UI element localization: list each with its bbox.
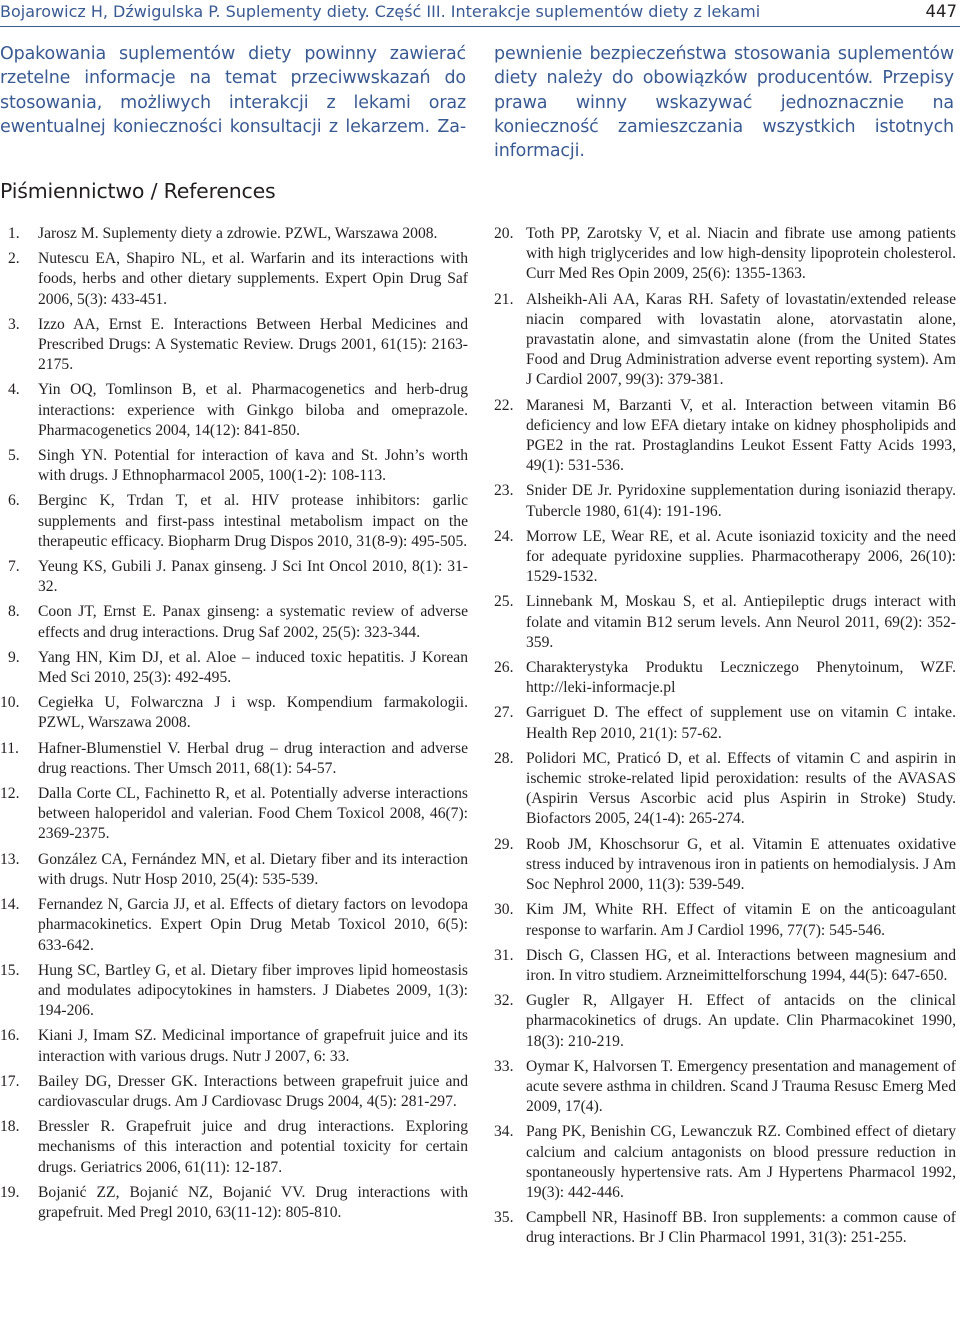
reference-text: Roob JM, Khoschsorur G, et al. Vitamin E attenuates oxidative stress induced by intravenous iron in patients on hemodialysis. J Am Soc Nephrol 2000, 11(3): 539-549. bbox=[526, 835, 956, 894]
reference-number: 30. bbox=[494, 901, 514, 919]
reference-number: 23. bbox=[494, 482, 514, 500]
reference-number: 33. bbox=[494, 1057, 514, 1075]
reference-text: Singh YN. Potential for interaction of kava and St. John’s worth with drugs. J Ethnopharmacol 2005, 100(1-2): 108-113. bbox=[38, 447, 468, 485]
reference-text: Nutescu EA, Shapiro NL, et al. Warfarin and its interactions with foods, herbs and other dietary supplements. Expert Opin Drug Saf 2006, 5(3): 433-451. bbox=[38, 250, 468, 308]
reference-item bbox=[0, 602, 468, 642]
running-head: Bojarowicz H, Dźwigulska P. Suplementy diety. Część III. Interakcje suplementów diety z lekami bbox=[0, 2, 761, 21]
reference-item bbox=[0, 1183, 468, 1223]
reference-item bbox=[494, 224, 956, 285]
reference-item bbox=[0, 315, 468, 376]
reference-number: 26. bbox=[494, 659, 514, 677]
reference-item bbox=[494, 1208, 956, 1248]
reference-item bbox=[494, 1122, 956, 1203]
reference-text: Jarosz M. Suplementy diety a zdrowie. PZWL, Warszawa 2008. bbox=[38, 225, 438, 242]
reference-number: 19. bbox=[0, 1183, 20, 1201]
reference-text: Bailey DG, Dresser GK. Interactions between grapefruit juice and cardiovascular drugs. Am J Cardiovasc Drugs 2004, 4(5): 281-297. bbox=[38, 1072, 468, 1110]
reference-number: 3. bbox=[8, 315, 20, 333]
reference-item bbox=[0, 249, 468, 310]
reference-item bbox=[494, 835, 956, 896]
reference-number: 15. bbox=[0, 961, 20, 979]
reference-item bbox=[494, 946, 956, 986]
reference-item bbox=[0, 850, 468, 890]
reference-text: Oymar K, Halvorsen T. Emergency presentation and management of acute severe asthma in children. Scand J Trauma Resusc Emerg Med 2009, 17(4). bbox=[526, 1057, 956, 1116]
reference-text: Bressler R. Grapefruit juice and drug interactions. Exploring mechanisms of this interaction and potential toxicity for certain drugs. Geriatrics 2006, 61(11): 12-187. bbox=[38, 1118, 468, 1176]
reference-text: Garriguet D. The effect of supplement use on vitamin C intake. Health Rep 2010, 21(1): 57-62. bbox=[526, 704, 956, 742]
reference-text: Polidori MC, Praticó D, et al. Effects of vitamin C and aspirin in ischemic stroke-related lipid peroxidation: results of the AVASAS (Aspirin Versus Ascorbic acid plus Aspirin in Stroke) Study. Biofactors 2005, 24(1-4): 265-274. bbox=[526, 749, 956, 828]
reference-item bbox=[494, 703, 956, 743]
references-heading: Piśmiennictwo / References bbox=[0, 179, 276, 203]
reference-item bbox=[0, 693, 468, 733]
reference-text: Kiani J, Imam SZ. Medicinal importance of grapefruit juice and its interaction with various drugs. Nutr J 2007, 6: 33. bbox=[38, 1027, 468, 1065]
reference-text: Toth PP, Zarotsky V, et al. Niacin and fibrate use among patients with high triglycerides and low high-density lipoprotein cholesterol. Curr Med Res Opin 2009, 25(6): 1355-1363. bbox=[526, 225, 956, 283]
reference-number: 10. bbox=[0, 694, 20, 712]
reference-number: 28. bbox=[494, 749, 514, 767]
reference-text: Maranesi M, Barzanti V, et al. Interaction between vitamin B6 deficiency and low EFA dietary intake on kidney phospholipids and PGE2 in the rat. Prostaglandins Leukot Essent Fatty Acids 1993, 49(1): 531-536. bbox=[526, 396, 956, 475]
reference-text: González CA, Fernández MN, et al. Dietary fiber and its interaction with drugs. Nutr Hosp 2010, 25(4): 535-539. bbox=[38, 850, 468, 888]
body-paragraph-right: pewnienie bezpieczeństwa stosowania suplementów diety należy do obowiązków producentów. Przepisy prawa winny wskazywać jednoznacznie na konieczność zamieszczania wszystkich istotnych informacji. bbox=[494, 44, 954, 162]
reference-number: 11. bbox=[0, 739, 19, 757]
page-number: 447 bbox=[925, 2, 957, 21]
reference-text: Hafner-Blumenstiel V. Herbal drug – drug interaction and adverse drug reactions. Ther Umsch 2011, 68(1): 54-57. bbox=[38, 739, 468, 777]
reference-text: Snider DE Jr. Pyridoxine supplementation during isoniazid therapy. Tubercle 1980, 61(4): 191-196. bbox=[526, 482, 956, 520]
reference-text: Campbell NR, Hasinoff BB. Iron supplements: a common cause of drug interactions. Br J Clin Pharmacol 1991, 31(3): 251-255. bbox=[526, 1209, 956, 1247]
reference-item bbox=[0, 557, 468, 597]
reference-number: 25. bbox=[494, 593, 514, 611]
references-column-left bbox=[0, 224, 468, 1228]
reference-text: Gugler R, Allgayer H. Effect of antacids on the clinical pharmacokinetics of drugs. An update. Clin Pharmacokinet 1990, 18(3): 210-219. bbox=[526, 992, 956, 1050]
reference-item bbox=[494, 396, 956, 477]
reference-number: 4. bbox=[8, 381, 20, 399]
header-rule bbox=[0, 26, 960, 27]
reference-text: Yeung KS, Gubili J. Panax ginseng. J Sci Int Oncol 2010, 8(1): 31-32. bbox=[38, 558, 468, 596]
reference-number: 21. bbox=[494, 290, 514, 308]
reference-item bbox=[0, 961, 468, 1022]
reference-item bbox=[494, 527, 956, 588]
reference-text: Izzo AA, Ernst E. Interactions Between Herbal Medicines and Prescribed Drugs: A Systematic Review. Drugs 2001, 61(15): 2163-2175. bbox=[38, 315, 468, 374]
body-paragraph-left: Opakowania suplementów diety powinny zawierać rzetelne informacje na temat przeciwwskazań do stosowania, możliwych interakcji z lekami oraz ewentualnej konieczności konsultacji z lekarzem. Za- bbox=[0, 44, 466, 137]
reference-item bbox=[0, 648, 468, 688]
reference-number: 27. bbox=[494, 704, 514, 722]
reference-text: Kim JM, White RH. Effect of vitamin E on the anticoagulant response to warfarin. Am J Cardiol 1996, 77(7): 545-546. bbox=[526, 901, 956, 939]
reference-item bbox=[494, 592, 956, 653]
reference-number: 20. bbox=[494, 225, 514, 242]
reference-text: Coon JT, Ernst E. Panax ginseng: a systematic review of adverse effects and drug interactions. Drug Saf 2002, 25(5): 323-344. bbox=[38, 603, 468, 641]
reference-text: Fernandez N, Garcia JJ, et al. Effects of dietary factors on levodopa pharmacokinetics. Expert Opin Drug Metab Toxicol 2010, 6(5): 633-642. bbox=[38, 896, 468, 954]
reference-text: Disch G, Classen HG, et al. Interactions between magnesium and iron. In vitro studiem. Arzneimittelforschung 1994, 44(5): 647-650. bbox=[526, 946, 956, 984]
reference-number: 9. bbox=[8, 648, 20, 666]
reference-item bbox=[0, 895, 468, 956]
reference-text: Dalla Corte CL, Fachinetto R, et al. Potentially adverse interactions between haloperidol and valerian. Food Chem Toxicol 2008, 46(7): 2369-2375. bbox=[38, 785, 468, 843]
running-header bbox=[0, 0, 960, 23]
reference-number: 12. bbox=[0, 785, 20, 803]
reference-number: 34. bbox=[494, 1123, 514, 1141]
reference-text: Hung SC, Bartley G, et al. Dietary fiber improves lipid homeostasis and modulates adipocytokines in hamsters. J Diabetes 2009, 1(3): 194-206. bbox=[38, 961, 468, 1020]
reference-number: 16. bbox=[0, 1027, 20, 1045]
reference-item bbox=[0, 224, 468, 244]
reference-item bbox=[0, 446, 468, 486]
reference-text: Pang PK, Benishin CG, Lewanczuk RZ. Combined effect of dietary calcium and calcium antagonists on blood pressure reduction in spontaneously hypertensive rats. Am J Hypertens Pharmacol 1992, 19(3): 442-446. bbox=[526, 1123, 956, 1201]
reference-number: 7. bbox=[8, 558, 20, 576]
reference-number: 2. bbox=[8, 250, 20, 268]
reference-number: 31. bbox=[494, 946, 514, 964]
reference-text: Morrow LE, Wear RE, et al. Acute isoniazid toxicity and the need for adequate pyridoxine supplies. Pharmacotherapy 2006, 26(10): 1529-1532. bbox=[526, 527, 956, 586]
reference-number: 8. bbox=[8, 603, 20, 621]
reference-item bbox=[494, 290, 956, 391]
reference-text: Berginc K, Trdan T, et al. HIV protease inhibitors: garlic supplements and first-pass intestinal metabolism impact on the therapeutic efficacy. Biopharm Drug Dispos 2010, 31(8-9): 495-505. bbox=[38, 492, 468, 550]
reference-item bbox=[0, 1117, 468, 1178]
reference-text: Yang HN, Kim DJ, et al. Aloe – induced toxic hepatitis. J Korean Med Sci 2010, 25(3): 492-495. bbox=[38, 648, 468, 687]
reference-item bbox=[0, 491, 468, 552]
reference-number: 17. bbox=[0, 1072, 20, 1090]
reference-number: 5. bbox=[8, 447, 20, 465]
reference-item bbox=[494, 1057, 956, 1118]
reference-number: 35. bbox=[494, 1209, 514, 1227]
reference-text: Alsheikh-Ali AA, Karas RH. Safety of lovastatin/extended release niacin compared with lovastatin alone, atorvastatin alone, pravastatin alone, and simvastatin alone (from the United States Food and Drug Administration adverse event reporting system). Am J Cardiol 2007, 99(3): 379-381. bbox=[526, 290, 956, 389]
reference-number: 18. bbox=[0, 1118, 20, 1136]
reference-item bbox=[0, 739, 468, 779]
reference-number: 6. bbox=[8, 492, 20, 510]
reference-item bbox=[494, 900, 956, 940]
reference-number: 32. bbox=[494, 992, 514, 1010]
reference-number: 22. bbox=[494, 396, 514, 414]
reference-text: Bojanić ZZ, Bojanić NZ, Bojanić VV. Drug interactions with grapefruit. Med Pregl 2010, 63(11-12): 805-810. bbox=[38, 1183, 468, 1221]
reference-item bbox=[494, 749, 956, 830]
references-column-right bbox=[494, 224, 956, 1254]
reference-item bbox=[0, 784, 468, 845]
reference-text: Cegiełka U, Folwarczna J i wsp. Kompendium farmakologii. PZWL, Warszawa 2008. bbox=[38, 694, 468, 732]
reference-number: 1. bbox=[8, 225, 20, 242]
reference-item bbox=[0, 1026, 468, 1066]
reference-number: 13. bbox=[0, 850, 20, 868]
reference-text: Linnebank M, Moskau S, et al. Antiepileptic drugs interact with folate and vitamin B12 serum levels. Ann Neurol 2011, 69(2): 352-359. bbox=[526, 593, 956, 651]
reference-text: Yin OQ, Tomlinson B, et al. Pharmacogenetics and herb-drug interactions: experience with Ginkgo biloba and omeprazole. Pharmacogenetics 2004, 14(12): 841-850. bbox=[38, 381, 468, 439]
reference-number: 29. bbox=[494, 835, 514, 853]
reference-item bbox=[0, 380, 468, 441]
reference-number: 24. bbox=[494, 527, 514, 545]
reference-item bbox=[494, 658, 956, 698]
reference-text: Charakterystyka Produktu Leczniczego Phenytoinum, WZF. http://leki-informacje.pl bbox=[526, 659, 956, 697]
reference-item bbox=[0, 1072, 468, 1112]
reference-item bbox=[494, 481, 956, 521]
reference-number: 14. bbox=[0, 896, 20, 914]
reference-item bbox=[494, 991, 956, 1052]
